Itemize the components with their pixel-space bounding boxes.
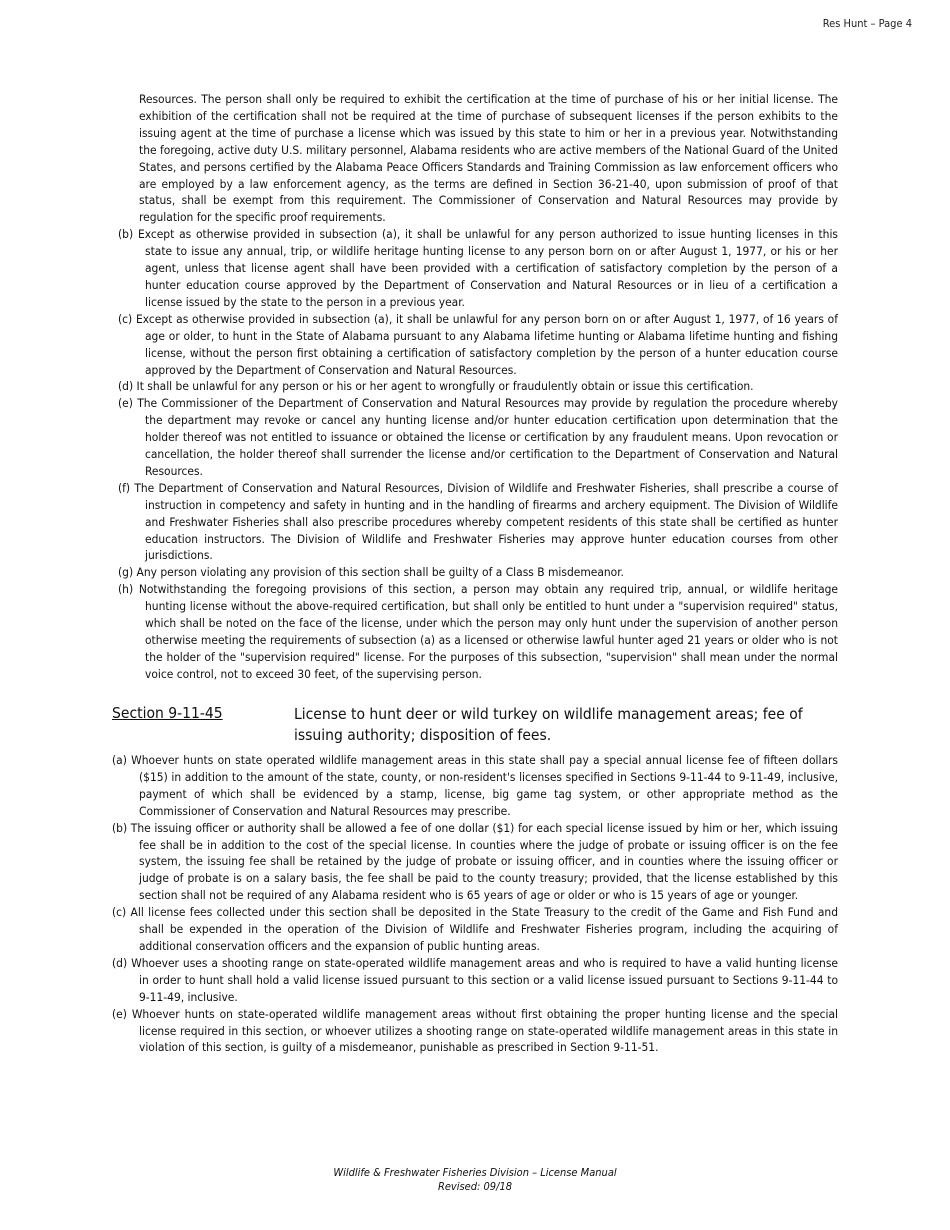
- subsection-e: (e) The Commissioner of the Department of Conservation and Natural Resources may provide by regulation the procedure whereby the department may revoke or cancel any hunting license and/or hunter education certification upon determination that the holder thereof was not entitled to issuance or obtained the license or certification by any fraudulent means. Upon revocation or cancellation, the holder thereof shall surrender the license and/or certification to the Department of Conservation and Natural Resources.: [118, 396, 838, 478]
- subsection-d: (d) It shall be unlawful for any person or his or her agent to wrongfully or fraudulently obtain or issue this certification.: [118, 379, 754, 394]
- footer-manual-title: Wildlife & Freshwater Fisheries Division – License Manual: [333, 1166, 617, 1179]
- subsection-g: (g) Any person violating any provision of this section shall be guilty of a Class B misdemeanor.: [118, 565, 624, 580]
- subsection-list-top: [112, 91, 838, 683]
- footer-revised-date: Revised: 09/18: [437, 1180, 513, 1193]
- subsection-a-continuation: Resources. The person shall only be required to exhibit the certification at the time of purchase of his or her initial license. The exhibition of the certification shall not be required at the time of purchase of subsequent licenses if the person exhibits to the issuing agent at the time of purchase a license which was issued by this state to him or her in a previous year. Notwithstanding the foregoing, active duty U.S. military personnel, Alabama residents who are active members of the National Guard of the United States, and persons certified by the Alabama Peace Officers Standards and Training Commission as law enforcement officers who are employed by a law enforcement agency, as the terms are defined in Section 36-21-40, upon submission of proof of that status, shall be exempt from this requirement. The Commissioner of Conservation and Natural Resources may provide by regulation for the specific proof requirements.: [139, 92, 838, 225]
- section-subsection-list: [112, 752, 838, 1056]
- subsection-h: (h) Notwithstanding the foregoing provisions of this section, a person may obtain any required trip, annual, or wildlife heritage hunting license without the above-required certification, but shall only be entitled to hunt under a "supervision required" status, which shall be noted on the face of the license, under which the person may only hunt under the supervision of another person otherwise meeting the requirements of subsection (a) as a licensed or otherwise lawful hunter aged 21 years or older who is not the holder of the "supervision required" license. For the purposes of this subsection, "supervision" shall mean under the normal voice control, not to exceed 30 feet, of the supervising person.: [118, 582, 838, 681]
- section-subsection-c: (c) All license fees collected under this section shall be deposited in the State Treasury to the credit of the Game and Fish Fund and shall be expended in the operation of the Division of Wildlife and Freshwater Fisheries program, including the acquiring of additional conservation officers and the expansion of public hunting areas.: [112, 905, 838, 953]
- subsection-b: (b) Except as otherwise provided in subsection (a), it shall be unlawful for any person authorized to issue hunting licenses in this state to issue any annual, trip, or wildlife heritage hunting license to any person born on or after August 1, 1977, or his or her agent, unless that license agent shall have been provided with a certification of satisfactory completion by the person of a hunter education course approved by the Department of Conservation and Natural Resources or in lieu of a certification a license issued by the state to the person in a previous year.: [118, 227, 838, 309]
- section-subsection-b: (b) The issuing officer or authority shall be allowed a fee of one dollar ($1) for each special license issued by him or her, which issuing fee shall be in addition to the cost of the special license. In counties where the judge of probate or issuing officer is on the fee system, the issuing fee shall be retained by the judge of probate or issuing officer, and in counties where the issuing officer or judge of probate is on a salary basis, the fee shall be paid to the county treasury; provided, that the license established by this section shall not be required of any Alabama resident who is 65 years of age or older or who is 15 years of age or younger.: [112, 820, 838, 903]
- section-subsection-d: (d) Whoever uses a shooting range on state-operated wildlife management areas and who is required to have a valid hunting license in order to hunt shall hold a valid license issued pursuant to this section or a valid license issued pursuant to Sections 9-11-44 to 9-11-49, inclusive.: [112, 955, 838, 1004]
- page-footer: [0, 1166, 950, 1194]
- subsection-f: (f) The Department of Conservation and Natural Resources, Division of Wildlife and Freshwater Fisheries, shall prescribe a course of instruction in competency and safety in hunting and in the handling of firearms and archery equipment. The Division of Wildlife and Freshwater Fisheries shall also prescribe procedures whereby competent residents of this state shall be certified as hunter education instructors. The Division of Wildlife and Freshwater Fisheries may approve hunter education courses from other jurisdictions.: [118, 480, 838, 563]
- section-subsection-e: (e) Whoever hunts on state-operated wildlife management areas without first obtaining the proper hunting license and the special license required in this section, or whoever utilizes a shooting range on state-operated wildlife management areas in this state in violation of this section, is guilty of a misdemeanor, punishable as prescribed in Section 9-11-51.: [112, 1006, 838, 1055]
- section-number: Section 9-11-45: [112, 704, 223, 722]
- page-header-label: Res Hunt – Page 4: [822, 17, 912, 30]
- section-title: License to hunt deer or wild turkey on wildlife management areas; fee of issuing authority; disposition of fees.: [294, 705, 803, 744]
- subsection-c: (c) Except as otherwise provided in subsection (a), it shall be unlawful for any person born on or after August 1, 1977, of 16 years of age or older, to hunt in the State of Alabama pursuant to any Alabama lifetime hunting or Alabama lifetime hunting and fishing license, without the person first obtaining a certification of satisfactory completion by the person of a hunter education course approved by the Department of Conservation and Natural Resources.: [118, 311, 838, 377]
- section-subsection-a: (a) Whoever hunts on state operated wildlife management areas in this state shall pay a special annual license fee of fifteen dollars ($15) in addition to the amount of the state, county, or non-resident's licenses specified in Sections 9-11-44 to 9-11-49, inclusive, payment of which shall be evidenced by a stamp, license, big game tag system, or other appropriate method as the Commissioner of Conservation and Natural Resources may prescribe.: [112, 753, 838, 818]
